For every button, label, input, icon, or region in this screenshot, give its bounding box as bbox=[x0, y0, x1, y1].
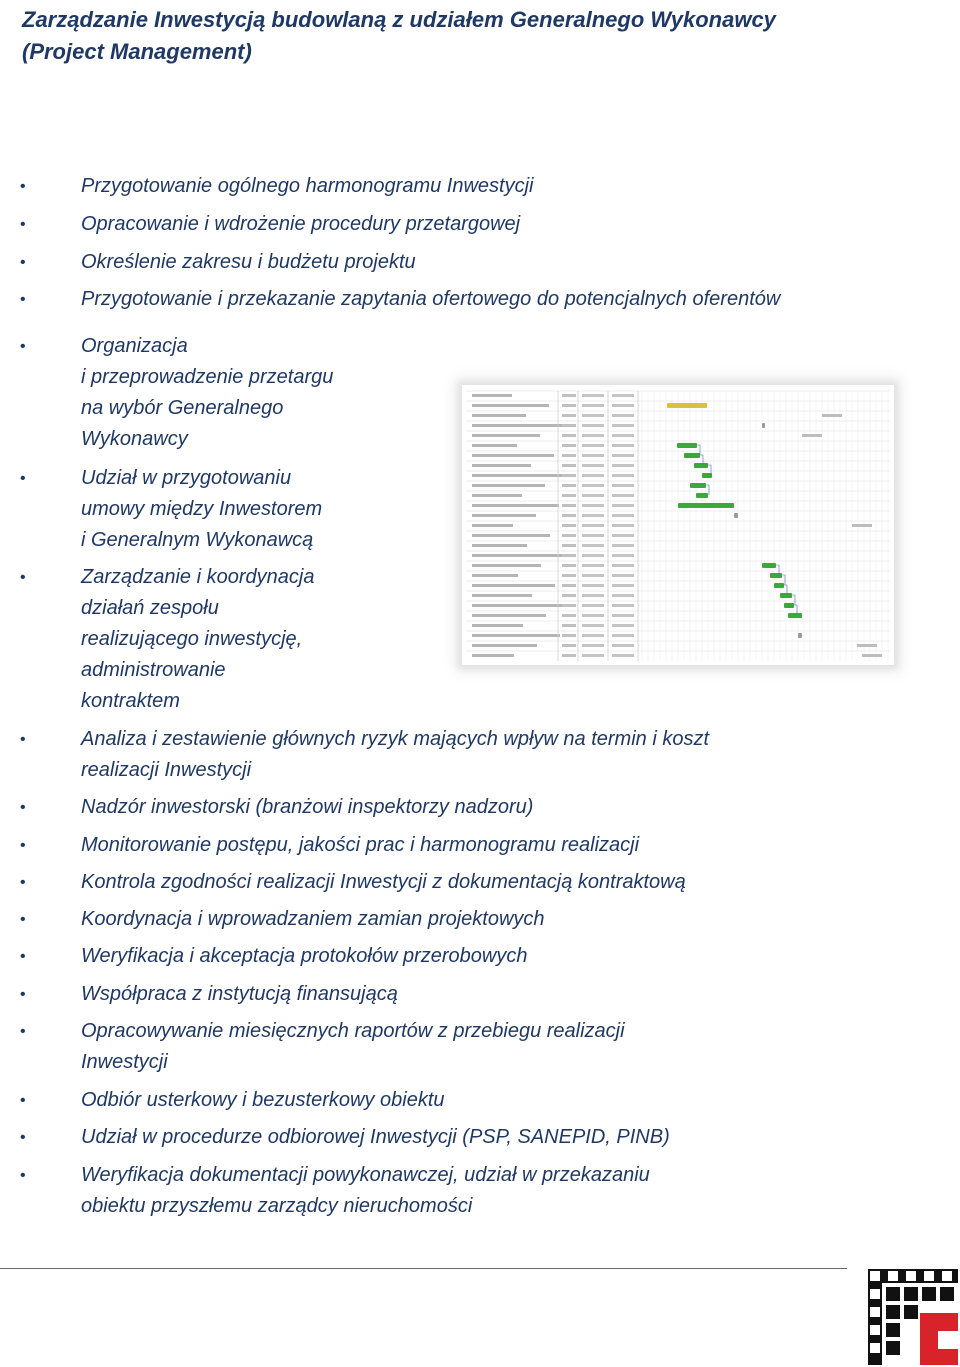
bullet-dot-icon: • bbox=[20, 837, 26, 854]
gantt-finish-text bbox=[612, 574, 634, 577]
gantt-start-text bbox=[582, 494, 604, 497]
bullet-text-line: i Generalnym Wykonawcą bbox=[81, 529, 314, 551]
bullet-item bbox=[0, 979, 900, 1010]
gantt-task-text bbox=[472, 544, 527, 547]
gantt-duration-text bbox=[562, 524, 576, 527]
gantt-finish-text bbox=[612, 494, 634, 497]
gantt-duration-text bbox=[562, 554, 576, 557]
gantt-finish-text bbox=[612, 624, 634, 627]
bullet-text-line: i przeprowadzenie przetargu bbox=[81, 366, 334, 388]
gantt-bar bbox=[788, 613, 802, 618]
gantt-finish-text bbox=[612, 424, 634, 427]
gantt-task-text bbox=[472, 444, 517, 447]
bullet-text-line: Monitorowanie postępu, jakości prac i harmonogramu realizacji bbox=[81, 834, 640, 856]
bullet-text-line: Weryfikacja i akceptacja protokołów przerobowych bbox=[81, 945, 528, 967]
gantt-finish-text bbox=[612, 524, 634, 527]
gantt-finish-text bbox=[612, 584, 634, 587]
gantt-duration-text bbox=[562, 614, 576, 617]
bullet-text-line: Koordynacja i wprowadzaniem zamian projektowych bbox=[81, 908, 545, 930]
gantt-task-text bbox=[472, 394, 512, 397]
gantt-start-text bbox=[582, 584, 604, 587]
gantt-duration-text bbox=[562, 594, 576, 597]
gantt-task-text bbox=[472, 594, 532, 597]
bullet-dot-icon: • bbox=[20, 911, 26, 928]
gantt-task-text bbox=[472, 524, 513, 527]
bullet-text-line: Odbiór usterkowy i bezusterkowy obiektu bbox=[81, 1089, 445, 1111]
gantt-finish-text bbox=[612, 454, 634, 457]
gantt-duration-text bbox=[562, 564, 576, 567]
gantt-start-text bbox=[582, 404, 604, 407]
bullet-item bbox=[0, 247, 900, 278]
gantt-finish-text bbox=[612, 504, 634, 507]
gantt-start-text bbox=[582, 474, 604, 477]
bullet-text-line: Współpraca z instytucją finansującą bbox=[81, 983, 398, 1005]
gantt-bar bbox=[762, 423, 765, 428]
gantt-task-text bbox=[472, 634, 560, 637]
bullet-text-line: Nadzór inwestorski (branżowi inspektorzy nadzoru) bbox=[81, 796, 534, 818]
gantt-start-text bbox=[582, 434, 604, 437]
gantt-finish-text bbox=[612, 594, 634, 597]
bullet-text-line: realizacji Inwestycji bbox=[81, 759, 252, 781]
gantt-task-text bbox=[472, 504, 559, 507]
gantt-duration-text bbox=[562, 394, 576, 397]
gantt-start-text bbox=[582, 644, 604, 647]
bullet-item bbox=[0, 724, 900, 786]
gantt-start-text bbox=[582, 554, 604, 557]
footer-divider bbox=[0, 1268, 847, 1269]
gantt-bar bbox=[798, 633, 802, 638]
gantt-finish-text bbox=[612, 404, 634, 407]
gantt-finish-text bbox=[612, 434, 634, 437]
bullet-dot-icon: • bbox=[20, 1092, 26, 1109]
gantt-finish-text bbox=[612, 484, 634, 487]
bullet-text-line: Przygotowanie ogólnego harmonogramu Inwestycji bbox=[81, 175, 534, 197]
gantt-start-text bbox=[582, 614, 604, 617]
gantt-task-text bbox=[472, 404, 549, 407]
gantt-finish-text bbox=[612, 414, 634, 417]
gantt-duration-text bbox=[562, 574, 576, 577]
bullet-text-line: Udział w przygotowaniu bbox=[81, 467, 292, 489]
gantt-bar bbox=[780, 593, 792, 598]
gantt-milestone-label bbox=[822, 414, 842, 417]
bullet-text-line: Przygotowanie i przekazanie zapytania ofertowego do potencjalnych oferentów bbox=[81, 288, 781, 310]
gantt-start-text bbox=[582, 424, 604, 427]
gantt-bar bbox=[677, 443, 697, 448]
gantt-finish-text bbox=[612, 554, 634, 557]
gantt-task-text bbox=[472, 534, 550, 537]
gantt-task-text bbox=[472, 434, 540, 437]
gantt-duration-text bbox=[562, 454, 576, 457]
gantt-finish-text bbox=[612, 634, 634, 637]
gantt-milestone-label bbox=[852, 524, 872, 527]
gantt-bar bbox=[770, 573, 782, 578]
gantt-duration-text bbox=[562, 484, 576, 487]
bullet-text-line: administrowanie bbox=[81, 659, 226, 681]
gantt-bar bbox=[690, 483, 706, 488]
gantt-duration-text bbox=[562, 544, 576, 547]
gantt-finish-text bbox=[612, 644, 634, 647]
bullet-text-line: realizującego inwestycję, bbox=[81, 628, 303, 650]
gantt-start-text bbox=[582, 564, 604, 567]
gantt-bar bbox=[734, 513, 738, 518]
gantt-finish-text bbox=[612, 604, 634, 607]
gantt-bar bbox=[678, 503, 734, 508]
bullet-text-line: Wykonawcy bbox=[81, 428, 188, 450]
gantt-duration-text bbox=[562, 474, 576, 477]
gantt-start-text bbox=[582, 604, 604, 607]
gantt-start-text bbox=[582, 544, 604, 547]
gantt-task-text bbox=[472, 454, 554, 457]
gantt-task-text bbox=[472, 494, 522, 497]
page-title-line2: (Project Management) bbox=[22, 39, 252, 64]
bullet-item bbox=[0, 904, 900, 935]
gantt-task-text bbox=[472, 614, 546, 617]
gantt-duration-text bbox=[562, 534, 576, 537]
gantt-duration-text bbox=[562, 504, 576, 507]
gantt-duration-text bbox=[562, 424, 576, 427]
gantt-finish-text bbox=[612, 614, 634, 617]
gantt-finish-text bbox=[612, 394, 634, 397]
gantt-start-text bbox=[582, 484, 604, 487]
gantt-start-text bbox=[582, 654, 604, 657]
gantt-duration-text bbox=[562, 634, 576, 637]
bullet-text-line: działań zespołu bbox=[81, 597, 219, 619]
gantt-duration-text bbox=[562, 464, 576, 467]
gantt-finish-text bbox=[612, 474, 634, 477]
gantt-bar bbox=[694, 463, 708, 468]
bullet-text-line: Opracowanie i wdrożenie procedury przetargowej bbox=[81, 213, 521, 235]
bullet-dot-icon: • bbox=[20, 291, 26, 308]
gantt-start-text bbox=[582, 454, 604, 457]
bullet-text-line: obiektu przyszłemu zarządcy nieruchomości bbox=[81, 1195, 473, 1217]
gantt-start-text bbox=[582, 414, 604, 417]
gantt-task-text bbox=[472, 474, 568, 477]
gantt-duration-text bbox=[562, 434, 576, 437]
bullet-dot-icon: • bbox=[20, 338, 26, 355]
gantt-duration-text bbox=[562, 584, 576, 587]
gantt-task-text bbox=[472, 424, 563, 427]
bullet-item bbox=[0, 1122, 900, 1153]
gantt-bar bbox=[667, 403, 707, 408]
bullet-item bbox=[0, 1016, 900, 1078]
gantt-bar bbox=[762, 563, 776, 568]
gantt-chart-image bbox=[462, 385, 894, 665]
bullet-dot-icon: • bbox=[20, 1167, 26, 1184]
bullet-dot-icon: • bbox=[20, 178, 26, 195]
gantt-task-text bbox=[472, 624, 523, 627]
bullet-text-line: Udział w procedurze odbiorowej Inwestycji (PSP, SANEPID, PINB) bbox=[81, 1126, 670, 1148]
gantt-start-text bbox=[582, 524, 604, 527]
gantt-task-text bbox=[472, 604, 569, 607]
bullet-text-line: kontraktem bbox=[81, 690, 180, 712]
bullet-item bbox=[0, 792, 900, 823]
bullet-dot-icon: • bbox=[20, 731, 26, 748]
gantt-bar bbox=[784, 603, 794, 608]
bullet-dot-icon: • bbox=[20, 569, 26, 586]
gantt-bar bbox=[702, 473, 712, 478]
bullet-dot-icon: • bbox=[20, 874, 26, 891]
bullet-dot-icon: • bbox=[20, 986, 26, 1003]
bullet-dot-icon: • bbox=[20, 216, 26, 233]
bullet-text-line: umowy między Inwestorem bbox=[81, 498, 323, 520]
gantt-duration-text bbox=[562, 444, 576, 447]
bullet-dot-icon: • bbox=[20, 254, 26, 271]
bullet-text-line: Organizacja bbox=[81, 335, 188, 357]
gantt-task-text bbox=[472, 464, 531, 467]
gantt-task-text bbox=[472, 654, 514, 657]
gantt-task-text bbox=[472, 554, 564, 557]
bullet-item bbox=[0, 1160, 900, 1222]
bullet-text-line: Analiza i zestawienie głównych ryzyk mających wpływ na termin i koszt bbox=[81, 728, 710, 750]
gantt-milestone-label bbox=[862, 654, 882, 657]
bullet-text-line: Opracowywanie miesięcznych raportów z przebiegu realizacji bbox=[81, 1020, 625, 1042]
bullet-dot-icon: • bbox=[20, 799, 26, 816]
gantt-finish-text bbox=[612, 444, 634, 447]
gantt-finish-text bbox=[612, 464, 634, 467]
page-title-line1: Zarządzanie Inwestycją budowlaną z udziałem Generalnego Wykonawcy bbox=[22, 7, 776, 32]
bullet-text-line: Określenie zakresu i budżetu projektu bbox=[81, 251, 416, 273]
bullet-item bbox=[0, 171, 900, 202]
gantt-duration-text bbox=[562, 654, 576, 657]
company-logo bbox=[864, 1267, 960, 1367]
gantt-start-text bbox=[582, 634, 604, 637]
bullet-text-line: Zarządzanie i koordynacja bbox=[81, 566, 315, 588]
gantt-duration-text bbox=[562, 494, 576, 497]
gantt-start-text bbox=[582, 534, 604, 537]
bullet-dot-icon: • bbox=[20, 1023, 26, 1040]
gantt-finish-text bbox=[612, 564, 634, 567]
gantt-start-text bbox=[582, 514, 604, 517]
gantt-start-text bbox=[582, 594, 604, 597]
bullet-item bbox=[0, 830, 900, 861]
bullet-item bbox=[0, 941, 900, 972]
gantt-finish-text bbox=[612, 544, 634, 547]
gantt-task-text bbox=[472, 414, 526, 417]
gantt-duration-text bbox=[562, 624, 576, 627]
gantt-start-text bbox=[582, 444, 604, 447]
bullet-text-line: Kontrola zgodności realizacji Inwestycji z dokumentacją kontraktową bbox=[81, 871, 686, 893]
gantt-finish-text bbox=[612, 654, 634, 657]
gantt-start-text bbox=[582, 624, 604, 627]
gantt-duration-text bbox=[562, 414, 576, 417]
bullet-dot-icon: • bbox=[20, 1129, 26, 1146]
bullet-text-line: Weryfikacja dokumentacji powykonawczej, udział w przekazaniu bbox=[81, 1164, 650, 1186]
gantt-chart-graphic bbox=[462, 385, 894, 665]
gantt-task-text bbox=[472, 484, 545, 487]
gantt-duration-text bbox=[562, 514, 576, 517]
gantt-start-text bbox=[582, 394, 604, 397]
gantt-duration-text bbox=[562, 604, 576, 607]
bullet-dot-icon: • bbox=[20, 470, 26, 487]
gantt-bar bbox=[774, 583, 784, 588]
bullet-item bbox=[0, 1085, 900, 1116]
gantt-task-text bbox=[472, 644, 537, 647]
bullet-item bbox=[0, 867, 900, 898]
gantt-start-text bbox=[582, 504, 604, 507]
gantt-milestone-label bbox=[802, 434, 822, 437]
page-title bbox=[22, 4, 942, 68]
gantt-bar bbox=[684, 453, 700, 458]
gantt-milestone-label bbox=[857, 644, 877, 647]
bullet-text-line: Inwestycji bbox=[81, 1051, 168, 1073]
gantt-task-text bbox=[472, 564, 541, 567]
gantt-finish-text bbox=[612, 534, 634, 537]
gantt-finish-text bbox=[612, 514, 634, 517]
gantt-start-text bbox=[582, 464, 604, 467]
bullet-item bbox=[0, 284, 900, 315]
gantt-task-text bbox=[472, 574, 518, 577]
gantt-duration-text bbox=[562, 644, 576, 647]
gantt-task-text bbox=[472, 514, 536, 517]
gantt-bar bbox=[696, 493, 708, 498]
bullet-item bbox=[0, 209, 900, 240]
gantt-start-text bbox=[582, 574, 604, 577]
gantt-duration-text bbox=[562, 404, 576, 407]
gantt-task-text bbox=[472, 584, 555, 587]
bullet-dot-icon: • bbox=[20, 948, 26, 965]
bullet-text-line: na wybór Generalnego bbox=[81, 397, 284, 419]
